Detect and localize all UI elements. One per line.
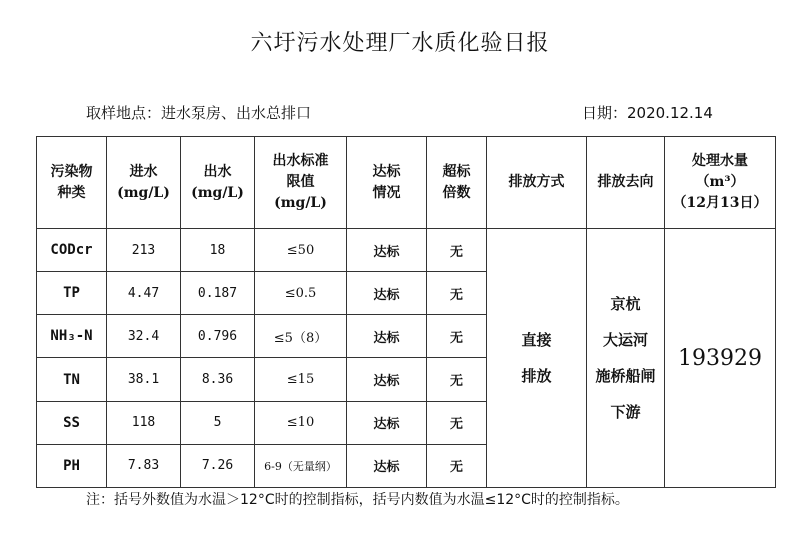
influent-cell: 38.1 (107, 358, 181, 401)
limit-cell: ≤5（8） (255, 315, 347, 358)
header-effluent: 出水 (mg/L) (181, 137, 255, 229)
limit-cell: ≤10 (255, 401, 347, 444)
status-cell: 达标 (347, 229, 427, 272)
header-exceed: 超标 倍数 (427, 137, 487, 229)
treated-volume-cell: 193929 (665, 229, 776, 488)
exceed-cell: 无 (427, 401, 487, 444)
exceed-cell: 无 (427, 444, 487, 487)
limit-cell: ≤50 (255, 229, 347, 272)
effluent-cell: 0.187 (181, 272, 255, 315)
effluent-cell: 7.26 (181, 444, 255, 487)
water-quality-table (36, 136, 776, 488)
effluent-cell: 5 (181, 401, 255, 444)
influent-cell: 7.83 (107, 444, 181, 487)
status-cell: 达标 (347, 358, 427, 401)
sampling-location: 取样地点：进水泵房、出水总排口 (86, 104, 312, 122)
pollutant-cell: NH₃-N (37, 315, 107, 358)
exceed-cell: 无 (427, 315, 487, 358)
effluent-cell: 0.796 (181, 315, 255, 358)
exceed-cell: 无 (427, 272, 487, 315)
status-cell: 达标 (347, 315, 427, 358)
effluent-cell: 8.36 (181, 358, 255, 401)
effluent-cell: 18 (181, 229, 255, 272)
pollutant-cell: CODcr (37, 229, 107, 272)
footnote: 注：括号外数值为水温＞12°C时的控制指标，括号内数值为水温≤12°C时的控制指标。 (86, 492, 629, 508)
pollutant-cell: SS (37, 401, 107, 444)
report-title: 六圩污水处理厂水质化验日报 (250, 31, 550, 56)
discharge-destination-cell: 京杭 大运河 施桥船闸 下游 (587, 229, 665, 488)
status-cell: 达标 (347, 272, 427, 315)
table-row (37, 229, 776, 272)
influent-cell: 32.4 (107, 315, 181, 358)
header-pollutant: 污染物 种类 (37, 137, 107, 229)
exceed-cell: 无 (427, 229, 487, 272)
pollutant-cell: PH (37, 444, 107, 487)
pollutant-cell: TP (37, 272, 107, 315)
limit-cell: ≤0.5 (255, 272, 347, 315)
exceed-cell: 无 (427, 358, 487, 401)
influent-cell: 118 (107, 401, 181, 444)
header-compliance: 达标 情况 (347, 137, 427, 229)
limit-cell: 6-9（无量纲） (255, 444, 347, 487)
influent-cell: 4.47 (107, 272, 181, 315)
header-method: 排放方式 (487, 137, 587, 229)
header-limit: 出水标准 限值 (mg/L) (255, 137, 347, 229)
header-destination: 排放去向 (587, 137, 665, 229)
status-cell: 达标 (347, 401, 427, 444)
influent-cell: 213 (107, 229, 181, 272)
header-row (37, 137, 776, 229)
limit-cell: ≤15 (255, 358, 347, 401)
discharge-method-cell: 直接 排放 (487, 229, 587, 488)
report-date: 日期：2020.12.14 (582, 104, 713, 122)
pollutant-cell: TN (37, 358, 107, 401)
status-cell: 达标 (347, 444, 427, 487)
header-influent: 进水 (mg/L) (107, 137, 181, 229)
header-volume: 处理水量 （m³） （12月13日） (665, 137, 776, 229)
